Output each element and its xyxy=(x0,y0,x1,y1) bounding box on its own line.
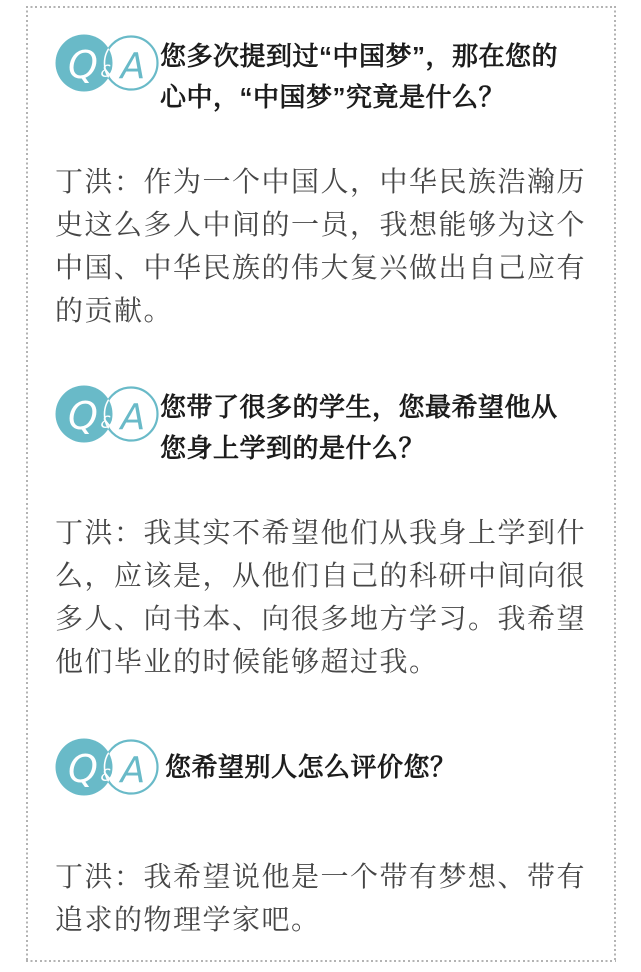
question-text: 您带了很多的学生，您最希望他从您身上学到的是什么？ xyxy=(160,392,558,463)
qa-section-3 xyxy=(55,737,590,941)
question-row-3 xyxy=(55,737,590,797)
qa-badge-icon xyxy=(55,384,160,444)
qa-badge-icon xyxy=(55,33,160,93)
q-letter: Q xyxy=(68,394,98,438)
answer-text: 丁洪：我希望说他是一个带有梦想、带有追求的物理学家吧。 xyxy=(55,861,587,935)
qa-section-1 xyxy=(55,33,590,332)
q-letter: Q xyxy=(68,43,98,87)
ampersand-letter: & xyxy=(100,413,114,433)
a-letter: A xyxy=(120,46,146,87)
dotted-border-right xyxy=(614,6,616,962)
answer-text: 丁洪：作为一个中国人，中华民族浩瀚历史这么多人中间的一员，我想能够为这个中国、中华民族的伟大复兴做出自己应有的贡献。 xyxy=(55,166,587,326)
dotted-border-left xyxy=(26,6,28,962)
question-row-2 xyxy=(55,384,590,469)
q-letter: Q xyxy=(68,747,98,791)
ampersand-letter: & xyxy=(100,62,114,82)
question-row-1 xyxy=(55,33,590,118)
question-text: 您多次提到过“中国梦”，那在您的心中，“中国梦”究竟是什么？ xyxy=(160,41,559,112)
qa-badge-icon xyxy=(55,737,160,797)
content-frame xyxy=(26,6,616,962)
dotted-border-top xyxy=(26,6,616,8)
dotted-border-bottom xyxy=(26,960,616,962)
question-text: 您希望别人怎么评价您？ xyxy=(165,751,457,782)
a-letter: A xyxy=(120,397,146,438)
ampersand-letter: & xyxy=(100,766,114,786)
answer-text: 丁洪：我其实不希望他们从我身上学到什么，应该是，从他们自己的科研中间向很多人、向书本、向很多地方学习。我希望他们毕业的时候能够超过我。 xyxy=(55,517,587,677)
qa-section-2 xyxy=(55,384,590,683)
a-letter: A xyxy=(120,750,146,791)
